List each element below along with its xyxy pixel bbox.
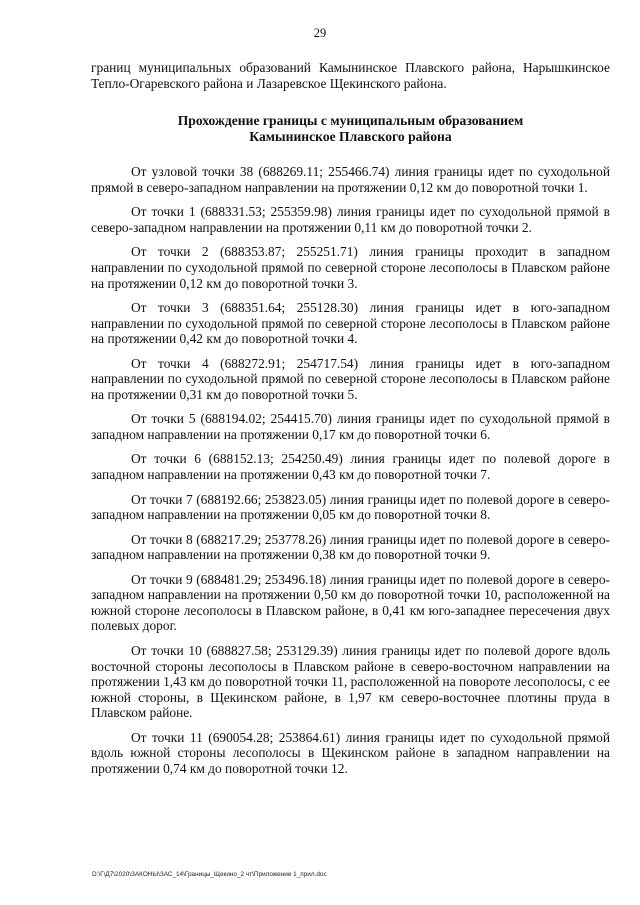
boundary-paragraph-9: От точки 8 (688217.29; 253778.26) линия границы идет по полевой дороге в северо-западном направлении на протяжении 0,38 км до поворотной точки 9. xyxy=(91,531,610,563)
section-heading xyxy=(91,113,610,145)
boundary-paragraph-6: От точки 5 (688194.02; 254415.70) линия границы идет по суходольной прямой в западном направлении на протяжении 0,17 км до поворотной точки 6. xyxy=(91,411,610,442)
boundary-paragraph-12: От точки 11 (690054.28; 253864.61) линия границы идет по суходольной прямой вдоль южной стороны лесополосы в Щекинском районе в западном направлении на протяжении 0,74 км до поворотной точки 12. xyxy=(91,729,610,776)
boundary-paragraph-11: От точки 10 (688827.58; 253129.39) линия границы идет по полевой дороге вдоль восточной стороны лесополосы в Плавском районе в северо-восточном направлении на протяжении 1,43 км до поворотной точки 11, расположенной на повороте лесополосы, с ее южной стороны, в Щекинском районе, в 1,97 км северо-восточнее плотины пруда в Плавском районе. xyxy=(91,642,610,721)
boundary-paragraph-7: От точки 6 (688152.13; 254250.49) линия границы идет по полевой дороге в западном направлении на протяжении 0,43 км до поворотной точки 7. xyxy=(91,451,610,483)
boundary-paragraph-3: От точки 2 (688353.87; 255251.71) линия границы проходит в западном направлении по суходольной прямой по северной стороне лесополосы в Плавском районе на протяжении 0,12 км до поворотной точки 3. xyxy=(91,244,610,291)
boundary-paragraph-2: От точки 1 (688331.53; 255359.98) линия границы идет по суходольной прямой в северо-западном направлении на протяжении 0,11 км до поворотной точки 2. xyxy=(91,204,610,235)
file-path-footer: D:\Г\Д7\2020\ЗАКОНЫ\ЗАС_14\Границы_Щекино_2 чт\Приложение 1_прил.doc xyxy=(92,871,327,878)
boundary-paragraph-8: От точки 7 (688192.66; 253823.05) линия границы идет по полевой дороге в северо-западном направлении на протяжении 0,05 км до поворотной точки 8. xyxy=(91,491,610,523)
intro-paragraph: границ муниципальных образований Камынинское Плавского района, Нарышкинское Тепло-Огаревского района и Лазаревское Щекинского района. xyxy=(91,60,610,91)
section-heading-line-1: Прохождение границы с муниципальным образованием xyxy=(177,113,524,129)
section-heading-line-2: Камынинское Плавского района xyxy=(249,129,452,145)
page-number: 29 xyxy=(313,26,327,40)
boundary-paragraph-10: От точки 9 (688481.29; 253496.18) линия границы идет по полевой дороге в северо-западном направлении на протяжении 0,50 км до поворотной точки 10, расположенной на южной стороне лесополосы в Плавском районе, в 0,41 км юго-западнее пересечения двух полевых дорог. xyxy=(91,571,610,634)
boundary-paragraph-4: От точки 3 (688351.64; 255128.30) линия границы идет в юго-западном направлении по суходольной прямой по северной стороне лесополосы в Плавском районе на протяжении 0,42 км до поворотной точки 4. xyxy=(91,300,610,347)
document-body xyxy=(91,60,610,785)
boundary-paragraph-5: От точки 4 (688272.91; 254717.54) линия границы идет в юго-западном направлении по суходольной прямой по северной стороне лесополосы в Плавском районе на протяжении 0,31 км до поворотной точки 5. xyxy=(91,355,610,402)
boundary-paragraph-1: От узловой точки 38 (688269.11; 255466.74) линия границы идет по суходольной прямой в северо-западном направлении на протяжении 0,12 км до поворотной точки 1. xyxy=(91,164,610,195)
